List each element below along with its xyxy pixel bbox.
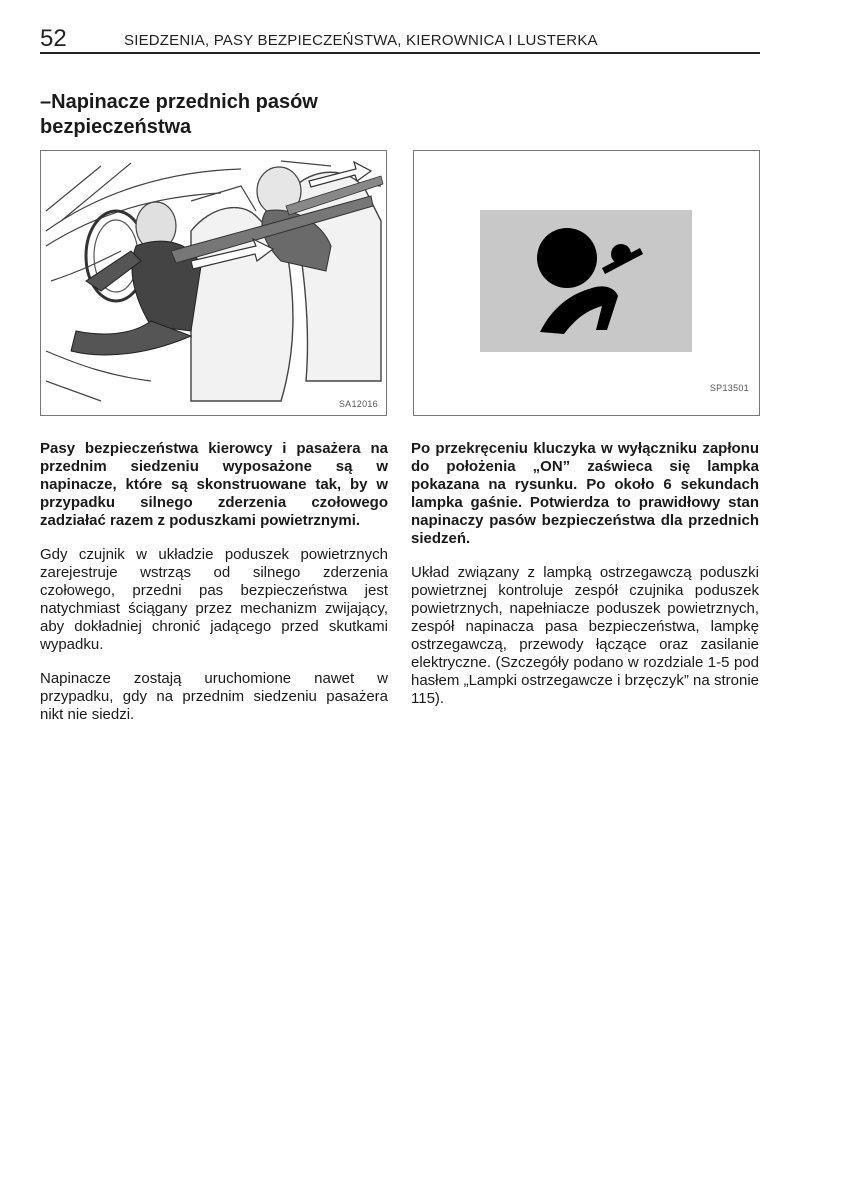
section-title-line-2: bezpieczeństwa [40, 116, 192, 138]
warning-lamp-panel [480, 210, 692, 352]
airbag-warning-icon [480, 210, 692, 352]
running-title: SIEDZENIA, PASY BEZPIECZEŃSTWA, KIEROWNICA I LUSTERKA [124, 32, 598, 49]
left-paragraph-3: Napinacze zostają uruchomione nawet w przypadku, gdy na przednim siedzeniu pasażera nikt nie siedzi. [40, 670, 388, 723]
left-paragraph-2: Gdy czujnik w układzie poduszek powietrznych zarejestruje wstrząs od silnego zderzenia czołowego, przedni pas bezpieczeństwa jest natychmiast ściągany przez mechanizm zwijający, aby dokładniej chronić jadącego przed skutkami wypadku. [40, 546, 388, 653]
figure-code-right: SP13501 [709, 383, 749, 393]
right-text-column [411, 440, 759, 724]
right-paragraph-2: Układ związany z lampką ostrzegawczą poduszki powietrznej kontroluje zespół czujnika poduszek powietrznych, napełniacze poduszek powietrznych, zespół napinacza pasa bezpieczeństwa, lampkę ostrzegawczą, przewody łączące oraz zasilanie elektryczne. (Szczegóły podano w rozdziale 1-5 pod hasłem „Lampki ostrzegawcze i brzęczyk” na stronie 115). [411, 564, 759, 707]
figure-code-left: SA12016 [338, 399, 378, 409]
left-text-column [40, 440, 388, 740]
figure-airbag-warning-lamp [413, 150, 760, 416]
section-title [40, 90, 380, 140]
seatbelt-pretensioner-illustration-icon [41, 151, 386, 415]
page-header [40, 26, 760, 54]
right-bold-paragraph: Po przekręceniu kluczyka w wyłączniku zapłonu do położenia „ON” zaświeca się lampka pokazana na rysunku. Po około 6 sekundach lampka gaśnie. Potwierdza to prawidłowy stan napinaczy pasów bezpieczeństwa dla przednich siedzeń. [411, 440, 759, 547]
page-number: 52 [40, 25, 67, 52]
figure-seatbelt-pretensioner [40, 150, 387, 416]
left-bold-paragraph: Pasy bezpieczeństwa kierowcy i pasażera na przednim siedzeniu wyposażone są w napinacze, które są skonstruowane tak, by w przypadku silnego zderzenia czołowego zadziałać razem z poduszkami powietrznymi. [40, 440, 388, 529]
section-title-line-1: –Napinacze przednich pasów [40, 91, 318, 113]
